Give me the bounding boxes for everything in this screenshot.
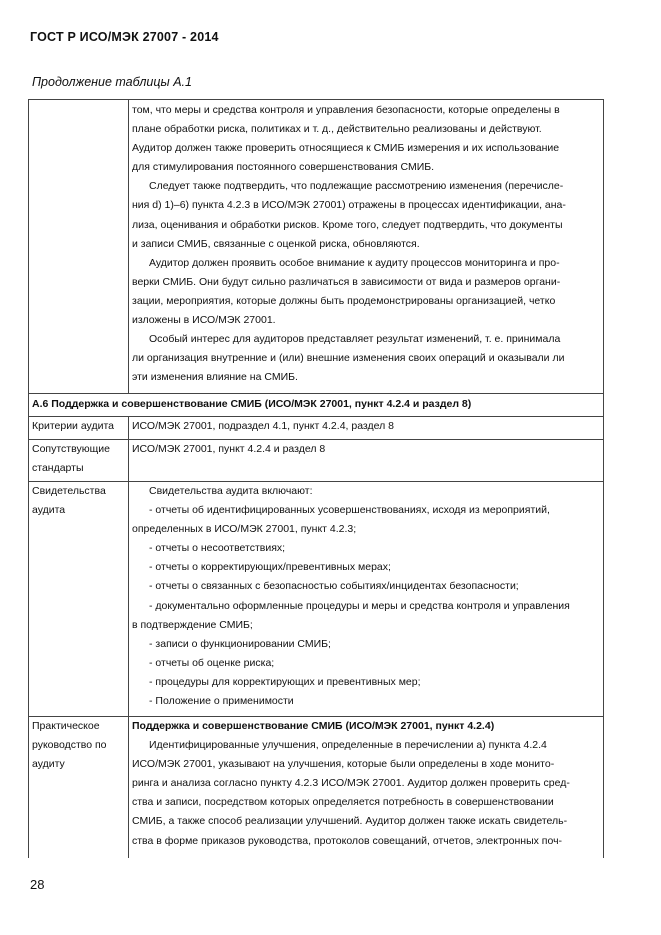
text-line: изложены в ИСО/МЭК 27001. (132, 314, 276, 327)
criteria-label: Критерии аудита (29, 416, 129, 439)
section-heading-row (29, 393, 603, 417)
text-line: плане обработки риска, политиках и т. д., действительно реализованы и действуют. (132, 123, 542, 136)
text-line: ния d) 1)–6) пункта 4.2.3 в ИСО/МЭК 27001) отражены в процессах идентификации, ана- (132, 199, 566, 212)
text-line: и записи СМИБ, связанные с оценкой риска, обновляются. (132, 237, 420, 250)
page-number: 28 (30, 877, 45, 892)
text-line: зации, мероприятия, которые должны быть продемонстрированы организацией, четко (132, 294, 556, 307)
requirements-table (28, 99, 604, 858)
text-line: для стимулирования постоянного совершенствования СМИБ. (132, 161, 435, 174)
guidance-heading: Поддержка и совершенствование СМИБ (ИСО/МЭК 27001, пункт 4.2.4) (132, 720, 495, 732)
text-line: - документально оформленные процедуры и меры и средства контроля и управления (149, 599, 570, 612)
label-line: Сопутствующие (32, 443, 110, 455)
text-line: - процедуры для корректирующих и превентивных мер; (149, 675, 421, 688)
text-line: в подтверждение СМИБ; (132, 618, 253, 631)
table-row-continued-guidance (29, 100, 603, 394)
text-line: - Положение о применимости (149, 695, 294, 708)
table-row-related-standards (29, 439, 603, 482)
empty-label-cell (29, 100, 129, 393)
text-line: том, что меры и средства контроля и управления безопасности, которые определены в (132, 104, 560, 116)
text-line: ИСО/МЭК 27001, указывают на улучшения, которые были определены в ходе монито- (132, 758, 555, 771)
text-line: определенных в ИСО/МЭК 27001, пункт 4.2.3; (132, 523, 357, 536)
document-header: ГОСТ Р ИСО/МЭК 27007 - 2014 (30, 30, 219, 44)
text-line: ли организация внутренние и (или) внешние изменения своих операций и оказывали ли (132, 352, 565, 365)
label-line: руководство по (32, 739, 107, 751)
text-line: - отчеты о корректирующих/превентивных мерах; (149, 561, 391, 574)
table-row-criteria (29, 416, 603, 440)
practical-guidance-text (130, 716, 603, 858)
text-line: Следует также подтвердить, что подлежащие рассмотрению изменения (перечисле- (149, 180, 564, 193)
label-line: Свидетельства (32, 485, 106, 497)
table-row-practical-guidance (29, 716, 603, 858)
practical-guidance-label (29, 716, 129, 858)
text-line: - отчеты о связанных с безопасностью событиях/инцидентах безопасности; (149, 580, 519, 593)
table-continuation-caption: Продолжение таблицы А.1 (32, 75, 192, 89)
section-title: А.6 Поддержка и совершенствование СМИБ (ИСО/МЭК 27001, пункт 4.2.4 и раздел 8) (32, 398, 472, 410)
text-line: верки СМИБ. Они будут сильно различаться в зависимости от вида и размеров органи- (132, 275, 561, 288)
text-line: Аудитор должен проявить особое внимание к аудиту процессов мониторинга и про- (149, 256, 560, 269)
text-line: Особый интерес для аудиторов представляет результат изменений, т. е. принимала (149, 333, 561, 346)
table-row-audit-evidence (29, 481, 603, 717)
text-line: - отчеты об оценке риска; (149, 656, 275, 669)
text-line: ринга и анализа согласно пункту 4.2.3 ИСО/МЭК 27001. Аудитор должен проверить сред- (132, 777, 570, 790)
audit-evidence-text (130, 481, 603, 716)
text-line: - отчеты об идентифицированных усовершенствованиях, исходя из мероприятий, (149, 504, 550, 517)
label-line: Практическое (32, 720, 100, 732)
text-line: ства в форме приказов руководства, протоколов совещаний, отчетов, электронных поч- (132, 834, 563, 847)
label-line: аудиту (32, 758, 65, 770)
criteria-value: ИСО/МЭК 27001, подраздел 4.1, пункт 4.2.4, раздел 8 (132, 420, 395, 432)
text-line: - отчеты о несоответствиях; (149, 542, 286, 555)
related-standards-value: ИСО/МЭК 27001, пункт 4.2.4 и раздел 8 (132, 443, 326, 455)
text-line: СМИБ, а также способ реализации улучшений. Аудитор должен также искать свидетель- (132, 815, 568, 828)
related-standards-label (29, 439, 129, 481)
label-line: стандарты (32, 462, 84, 474)
text-line: Идентифицированные улучшения, определенные в перечислении а) пункта 4.2.4 (149, 739, 547, 752)
text-line: - записи о функционировании СМИБ; (149, 637, 331, 650)
text-line: ства и записи, посредством которых определяется потребность в совершенствовании (132, 796, 554, 809)
continued-guidance-text (130, 100, 603, 393)
text-line: Свидетельства аудита включают: (149, 485, 313, 497)
text-line: эти изменения влияние на СМИБ. (132, 371, 298, 384)
audit-evidence-label (29, 481, 129, 716)
text-line: лиза, оценивания и обработки рисков. Кроме того, следует подтвердить, что документы (132, 218, 563, 231)
text-line: Аудитор должен также проверить относящиеся к СМИБ измерения и их использование (132, 142, 560, 155)
label-line: аудита (32, 504, 66, 516)
